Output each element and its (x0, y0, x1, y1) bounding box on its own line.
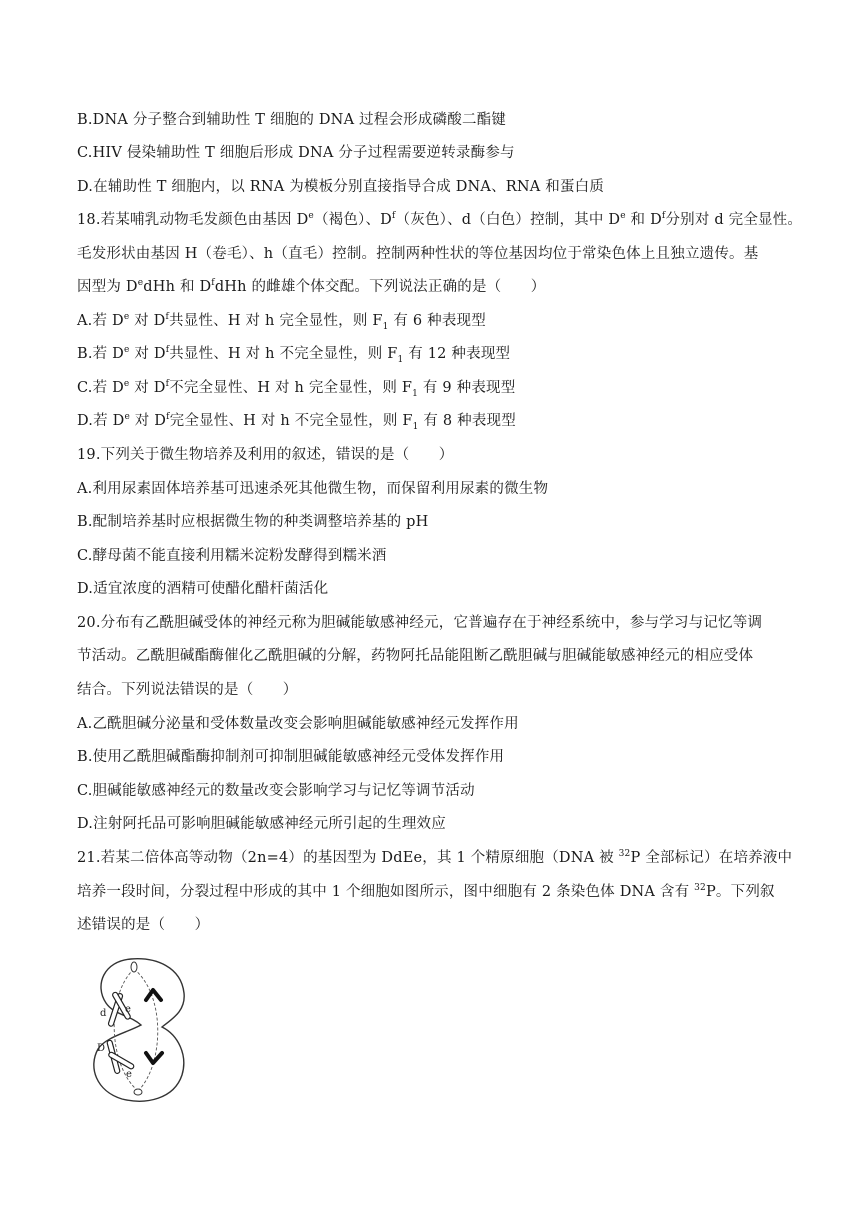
q17-option-b: B.DNA 分子整合到辅助性 T 细胞的 DNA 过程会形成磷酸二酯键 (77, 112, 507, 128)
cell-division-figure (86, 955, 196, 1105)
q18-option-b: B.若 De 对 $D^f$共显性、H 对 h 不完全显性，则 $F_1$ 有 12 种表现型 (77, 345, 511, 365)
q20-stem-line3: 结合。下列说法错误的是（ ） (77, 682, 298, 698)
q20-option-d: D.注射阿托品可影响胆碱能敏感神经元所引起的生理效应 (77, 816, 446, 832)
gene-label-e-bottom: e (126, 1069, 132, 1080)
q21-stem-line1: 21.若某二倍体高等动物（2n=4）的基因型为 DdEe，其 1 个精原细胞（DNA 被 $^{32}$P 全部标记）在培养液中 (77, 849, 793, 866)
q19-option-d: D.适宜浓度的酒精可使醋化醋杆菌活化 (77, 581, 329, 597)
gene-label-e-top: e (125, 1004, 131, 1015)
cell-membrane (94, 959, 184, 1101)
centriole-bottom (134, 1089, 142, 1095)
q18-option-c: C.若 De 对 $D^f$不完全显性、H 对 h 完全显性，则 $F_1$ 有 9 种表现型 (77, 379, 516, 399)
q21-stem-line3: 述错误的是（ ） (77, 917, 210, 933)
q18-stem-line3: 因型为 DedHh 和 $D^fdHh$ 的雌雄个体交配。下列说法正确的是（ ） (77, 278, 546, 295)
q19-option-b: B.配制培养基时应根据微生物的种类调整培养基的 pH (77, 514, 429, 530)
q20-option-a: A.乙酰胆碱分泌量和受体数量改变会影响胆碱能敏感神经元发挥作用 (77, 716, 519, 732)
centriole-top (131, 962, 137, 972)
q19-option-c: C.酵母菌不能直接利用糯米淀粉发酵得到糯米酒 (77, 548, 387, 564)
q21-stem-line2: 培养一段时间，分裂过程中形成的其中 1 个细胞如图所示，图中细胞有 2 条染色体 DNA 含有 $^{32}$P。下列叙 (77, 883, 775, 900)
q20-stem-line2: 节活动。乙酰胆碱酯酶催化乙酰胆碱的分解，药物阿托品能阻断乙酰胆碱与胆碱能敏感神经元的相应受体 (77, 648, 754, 664)
gene-label-D: D (97, 1043, 106, 1054)
q18-option-d: D.若 De 对 $D^f$完全显性、H 对 h 不完全显性，则 $F_1$ 有 8 种表现型 (77, 412, 516, 432)
q20-option-b: B.使用乙酰胆碱酯酶抑制剂可抑制胆碱能敏感神经元受体发挥作用 (77, 749, 505, 765)
q19-option-a: A.利用尿素固体培养基可迅速杀死其他微生物，而保留利用尿素的微生物 (77, 481, 549, 497)
q19-stem: 19.下列关于微生物培养及利用的叙述，错误的是（ ） (77, 447, 454, 463)
q17-option-d: D.在辅助性 T 细胞内，以 RNA 为模板分别直接指导合成 DNA、RNA 和蛋白质 (77, 179, 605, 195)
q20-stem-line1: 20.分布有乙酰胆碱受体的神经元称为胆碱能敏感神经元，它普遍存在于神经系统中，参与学习与记忆等调 (77, 615, 763, 631)
q18-option-a: A.若 De 对 $D^f$共显性、H 对 h 完全显性，则 $F_1$ 有 6 种表现型 (77, 312, 486, 332)
q17-option-c: C.HIV 侵染辅助性 T 细胞后形成 DNA 分子过程需要逆转录酶参与 (77, 145, 515, 161)
q18-stem-line2: 毛发形状由基因 H（卷毛）、h（直毛）控制。控制两种性状的等位基因均位于常染色体上且独立遗传。基 (77, 246, 759, 262)
q18-stem-line1: 18.若某哺乳动物毛发颜色由基因 De（褐色）、$D^f$（灰色）、d（白色）控制，其中 De 和 $D^f$分别对 d 完全显性。 (77, 211, 803, 228)
gene-label-d: d (100, 1008, 107, 1019)
q20-option-c: C.胆碱能敏感神经元的数量改变会影响学习与记忆等调节活动 (77, 783, 475, 799)
